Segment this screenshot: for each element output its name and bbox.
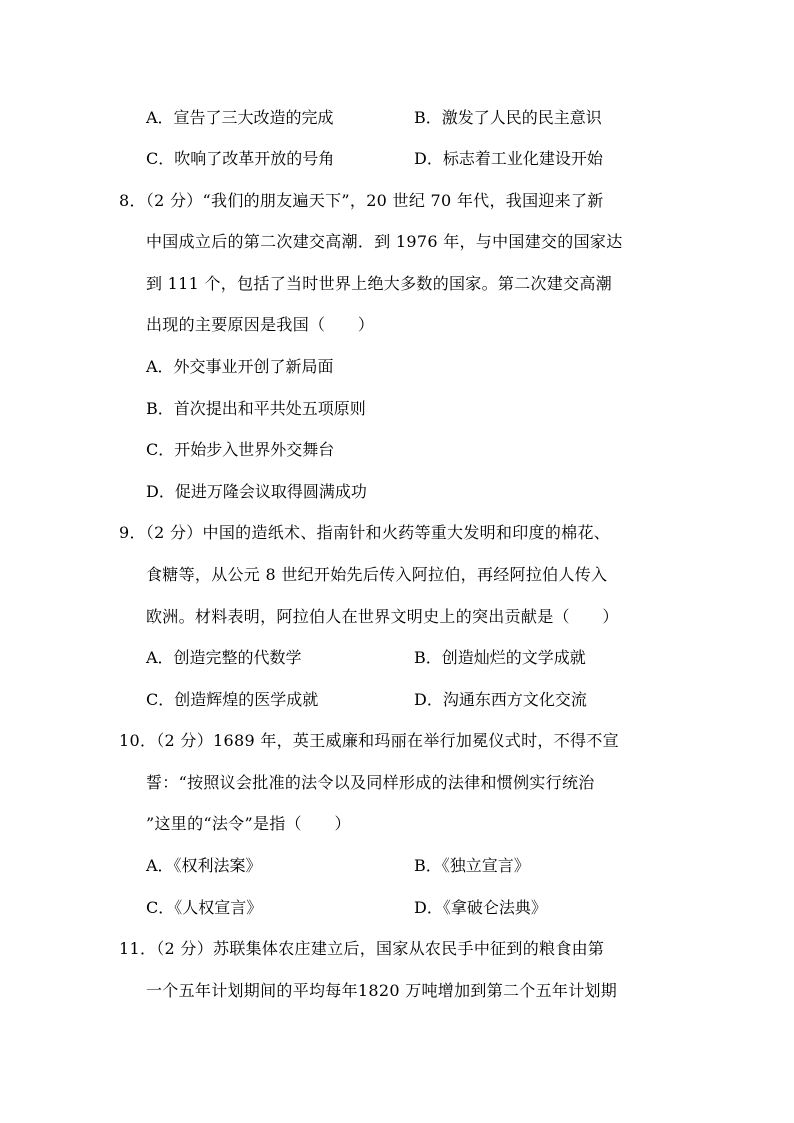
q10-option-a: A．《权利法案》 — [146, 856, 262, 875]
q7-option-b: B．激发了人民的民主意识 — [414, 108, 602, 127]
q9-option-a: A．创造完整的代数学 — [146, 648, 302, 667]
q9-option-d: D．沟通东西方文化交流 — [414, 690, 587, 709]
q7-option-d: D．标志着工业化建设开始 — [414, 149, 603, 168]
q10-option-c: C．《人权宣言》 — [146, 898, 263, 917]
q7-option-c: C．吹响了改革开放的号角 — [146, 149, 335, 168]
q8-stem-line-4: 出现的主要原因是我国（ ） — [146, 315, 375, 334]
q10-option-b: B．《独立宣言》 — [414, 856, 530, 875]
q8-stem-line-3: 到 111 个，包括了当时世界上绝大多数的国家。第二次建交高潮 — [146, 274, 613, 293]
q10-stem-line-2: 誓：“按照议会批准的法令以及同样形成的法律和惯例实行统治 — [146, 773, 595, 792]
q9-stem-line-1: 9．（2 分）中国的造纸术、指南针和火药等重大发明和印度的棉花、 — [119, 523, 611, 542]
q9-stem-line-2: 食糖等，从公元 8 世纪开始先后传入阿拉伯，再经阿拉伯人传入 — [146, 565, 608, 584]
q8-option-c: C．开始步入世界外交舞台 — [146, 440, 335, 459]
q10-option-d: D．《拿破仑法典》 — [414, 898, 547, 917]
q8-option-b: B．首次提出和平共处五项原则 — [146, 399, 366, 418]
q10-stem-line-3: ”这里的“法令”是指（ ） — [146, 814, 351, 833]
q9-option-c: C．创造辉煌的医学成就 — [146, 690, 319, 709]
q8-stem-line-2: 中国成立后的第二次建交高潮．到 1976 年，与中国建交的国家达 — [146, 232, 623, 251]
q11-stem-line-1: 11．（2 分）苏联集体农庄建立后，国家从农民手中征到的粮食由第 — [119, 939, 605, 958]
q11-stem-line-2: 一个五年计划期间的平均每年1820 万吨增加到第二个五年计划期 — [146, 981, 618, 1000]
q8-option-d: D．促进万隆会议取得圆满成功 — [146, 482, 367, 501]
q8-option-a: A．外交事业开创了新局面 — [146, 357, 334, 376]
q8-stem-line-1: 8．（2 分）“我们的朋友遍天下”，20 世纪 70 年代，我国迎来了新 — [119, 191, 604, 210]
q10-stem-line-1: 10．（2 分）1689 年，英王威廉和玛丽在举行加冕仪式时，不得不宣 — [119, 731, 619, 750]
q9-option-b: B．创造灿烂的文学成就 — [414, 648, 586, 667]
q7-option-a: A．宣告了三大改造的完成 — [146, 108, 334, 127]
q9-stem-line-3: 欧洲。材料表明，阿拉伯人在世界文明史上的突出贡献是（ ） — [146, 607, 619, 626]
